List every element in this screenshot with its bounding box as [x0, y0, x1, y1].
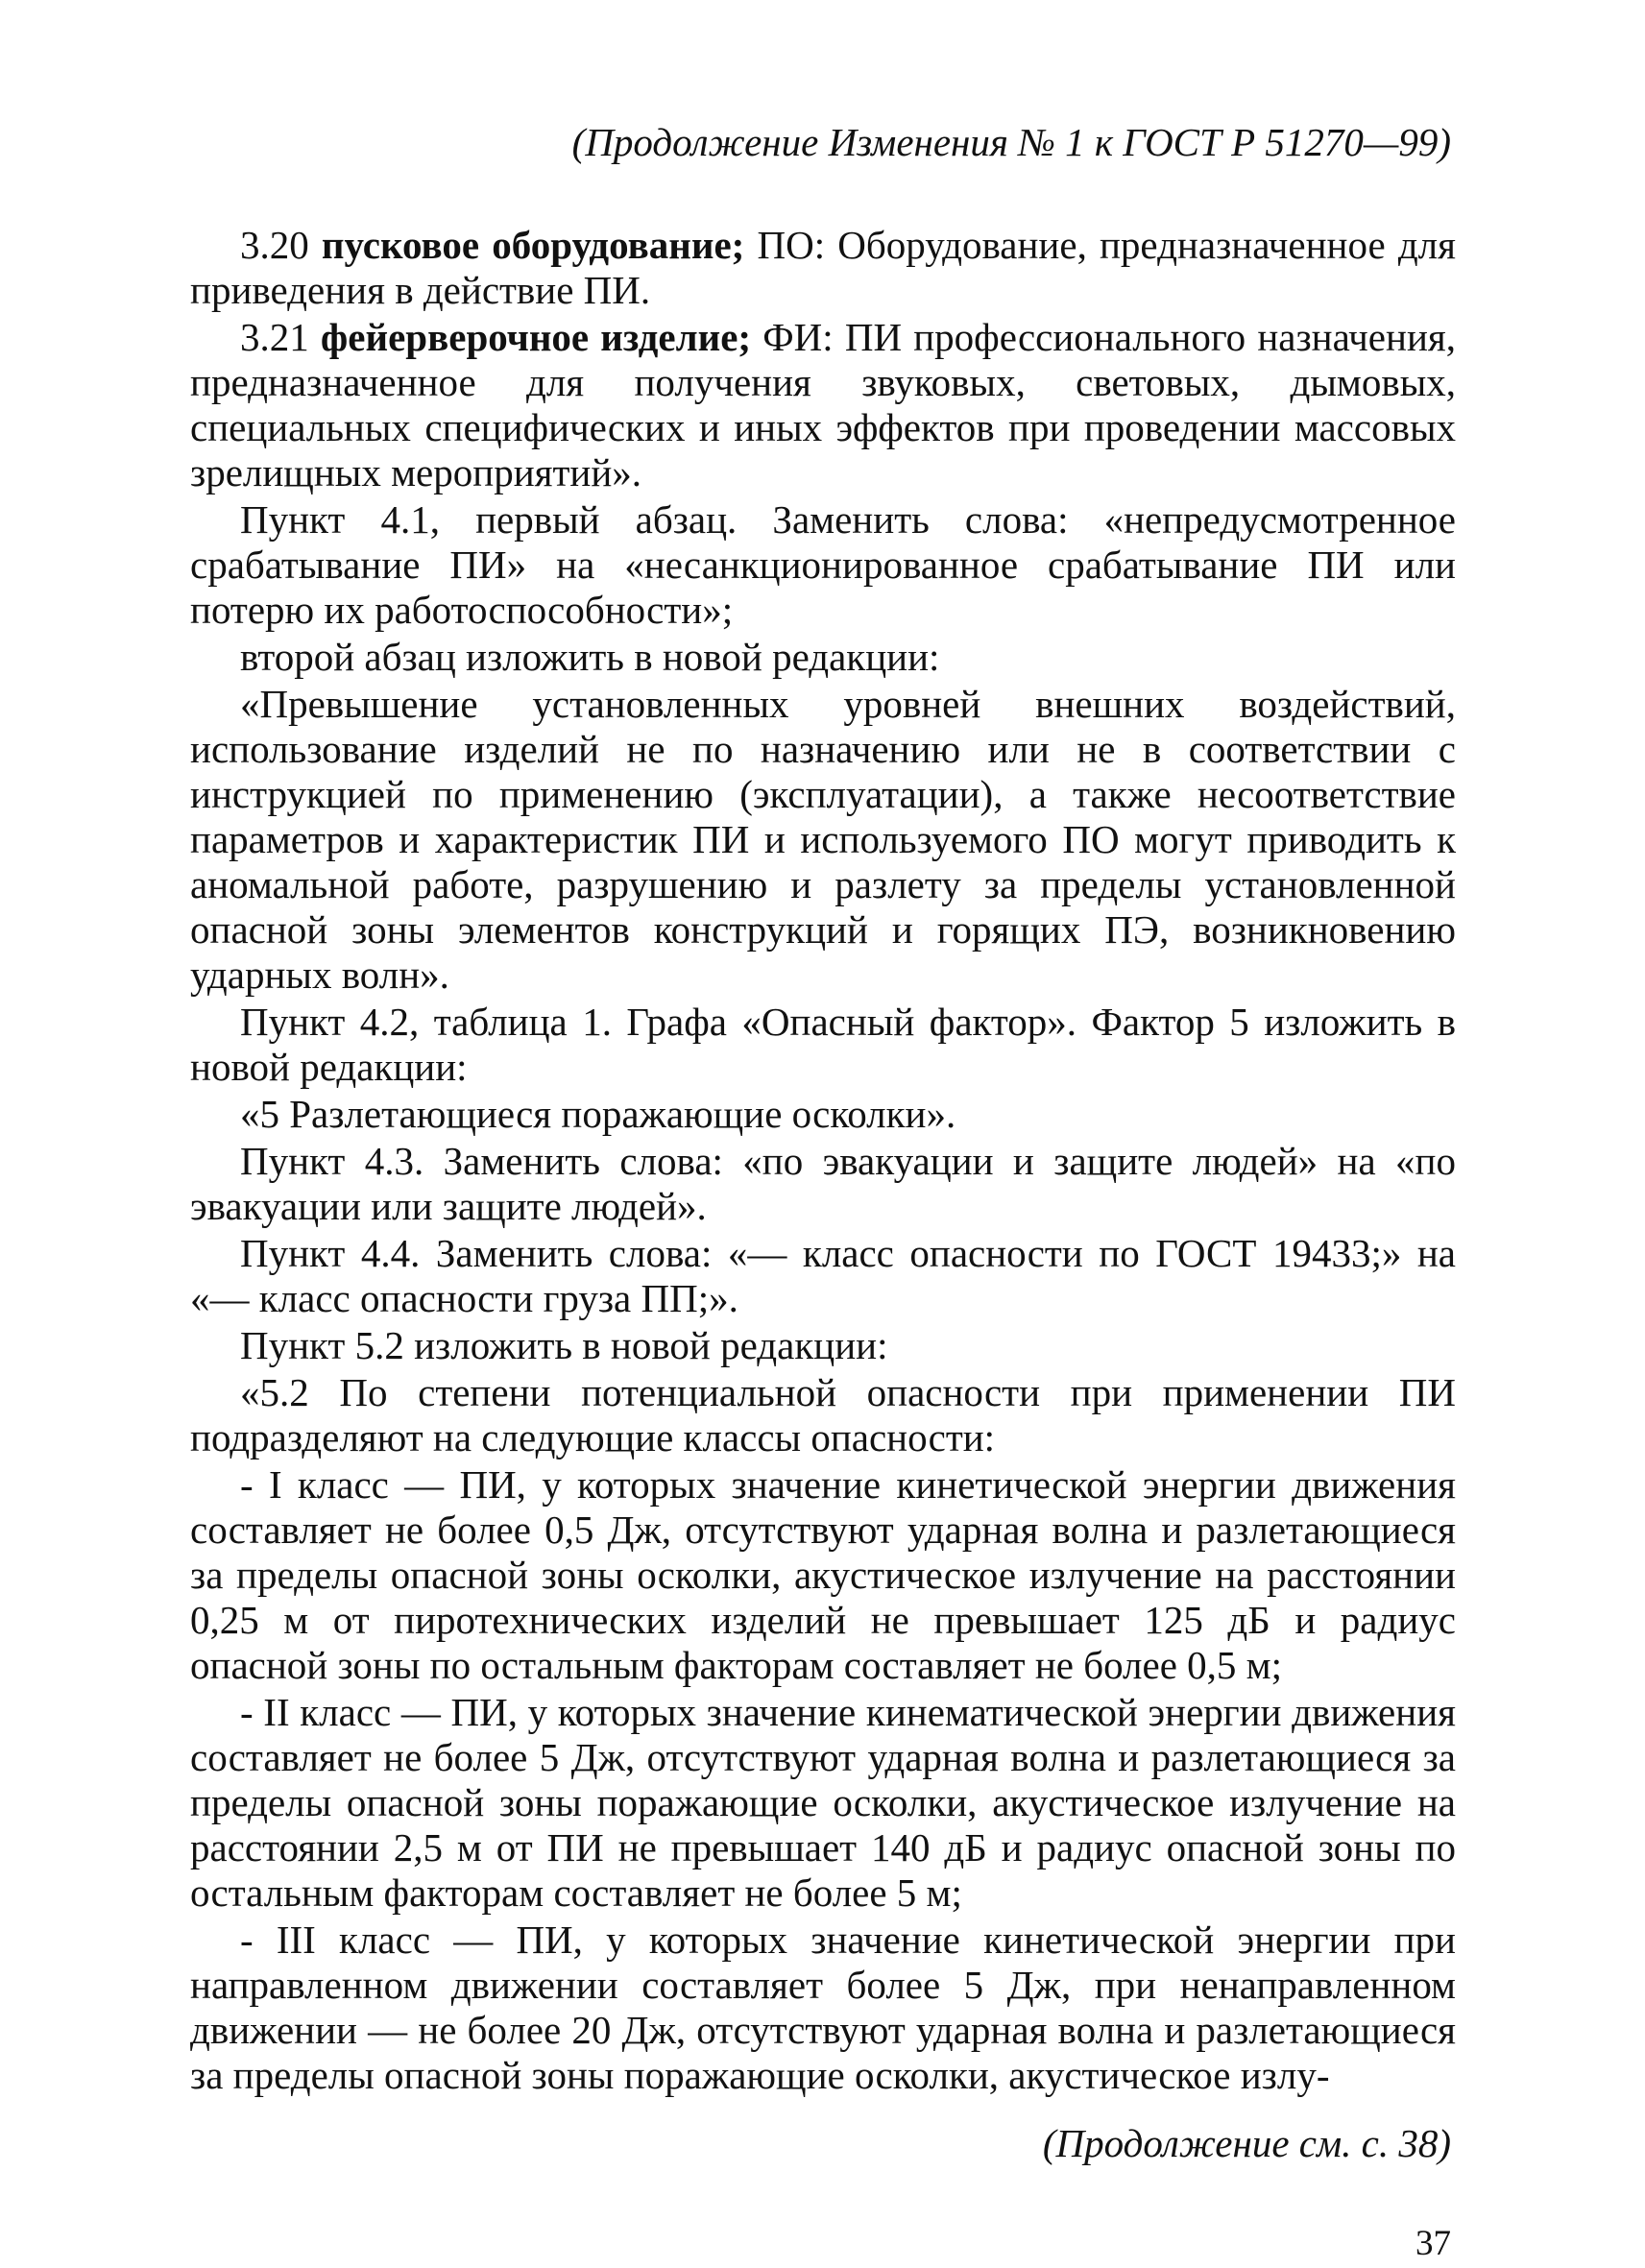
page-number: 37	[1415, 2224, 1451, 2263]
paragraph-5-2: Пункт 5.2 изложить в новой редакции:	[240, 1323, 888, 1367]
paragraph-4-1: Пункт 4.1, первый абзац. Заменить слова: «непредусмотренное срабатывание ПИ» на «несанкционированное срабатывание ПИ или потерю их работоспособности»;	[190, 497, 1456, 632]
paragraph-3-21	[190, 315, 1456, 495]
list-item-class-3: - III класс — ПИ, у которых значение кинетической энергии при направленном движении составляет более 5 Дж, при ненаправленном движении — не более 20 Дж, отсутствуют ударная волна и разлетающиеся за пределы опасной зоны поражающие осколки, акустическое излу-	[190, 1918, 1456, 2097]
paragraph-4-3: Пункт 4.3. Заменить слова: «по эвакуации и защите людей» на «по эвакуации или защите людей».	[190, 1139, 1456, 1228]
term-bold: фейерверочное изделие;	[320, 315, 752, 359]
paragraph-4-2: Пункт 4.2, таблица 1. Графа «Опасный фактор». Фактор 5 изложить в новой редакции:	[190, 1000, 1456, 1089]
paragraph-4-1-second: второй абзац изложить в новой редакции:	[240, 635, 940, 679]
list-item-class-1: - I класс — ПИ, у которых значение кинетической энергии движения составляет не более 0,5 Дж, отсутствуют ударная волна и разлетающиеся за пределы опасной зоны осколки, акустическое излучение на расстоянии 0,25 м от пиротехнических изделий не превышает 125 дБ и радиус опасной зоны по остальным факторам составляет не более 0,5 м;	[190, 1462, 1456, 1687]
paragraph-prefix: 3.20	[240, 223, 322, 267]
paragraph-3-20	[190, 223, 1456, 313]
paragraph-4-1-new-text: «Превышение установленных уровней внешних воздействий, использование изделий не по назначению или не в соответствии с инструкцией по применению (эксплуатации), а также несоответствие параметров и характеристик ПИ и используемого ПО могут приводить к аномальной работе, разрушению и разлету за пределы установленной опасной зоны элементов конструкций и горящих ПЭ, возникновению ударных волн».	[190, 682, 1456, 997]
paragraph-5-2-new-text: «5.2 По степени потенциальной опасности при применении ПИ подразделяют на следующие классы опасности:	[190, 1370, 1456, 1460]
paragraph-4-4: Пункт 4.4. Заменить слова: «— класс опасности по ГОСТ 19433;» на «— класс опасности груза ПП;».	[190, 1231, 1456, 1320]
term-bold: пусковое оборудование;	[321, 223, 745, 267]
list-item-class-2: - II класс — ПИ, у которых значение кинематической энергии движения составляет не более 5 Дж, отсутствуют ударная волна и разлетающиеся за пределы опасной зоны поражающие осколки, акустическое излучение на расстоянии 2,5 м от ПИ не превышает 140 дБ и радиус опасной зоны по остальным факторам составляет не более 5 м;	[190, 1690, 1456, 1915]
paragraph-text: ФИ: ПИ профессионального назначения, предназначенное для получения звуковых, световых, дымовых, специальных специфических и иных эффектов при проведении массовых зрелищных мероприятий».	[190, 315, 1456, 495]
document-body	[190, 223, 1456, 2100]
paragraph-prefix: 3.21	[240, 315, 321, 359]
paragraph-4-2-new-text: «5 Разлетающиеся поражающие осколки».	[240, 1092, 956, 1136]
continuation-note: (Продолжение см. с. 38)	[1042, 2121, 1451, 2165]
page-header: (Продолжение Изменения № 1 к ГОСТ Р 51270—99)	[571, 120, 1451, 164]
paragraph-text: ПО: Оборудование, предназначенное для приведения в действие ПИ.	[190, 223, 1456, 312]
